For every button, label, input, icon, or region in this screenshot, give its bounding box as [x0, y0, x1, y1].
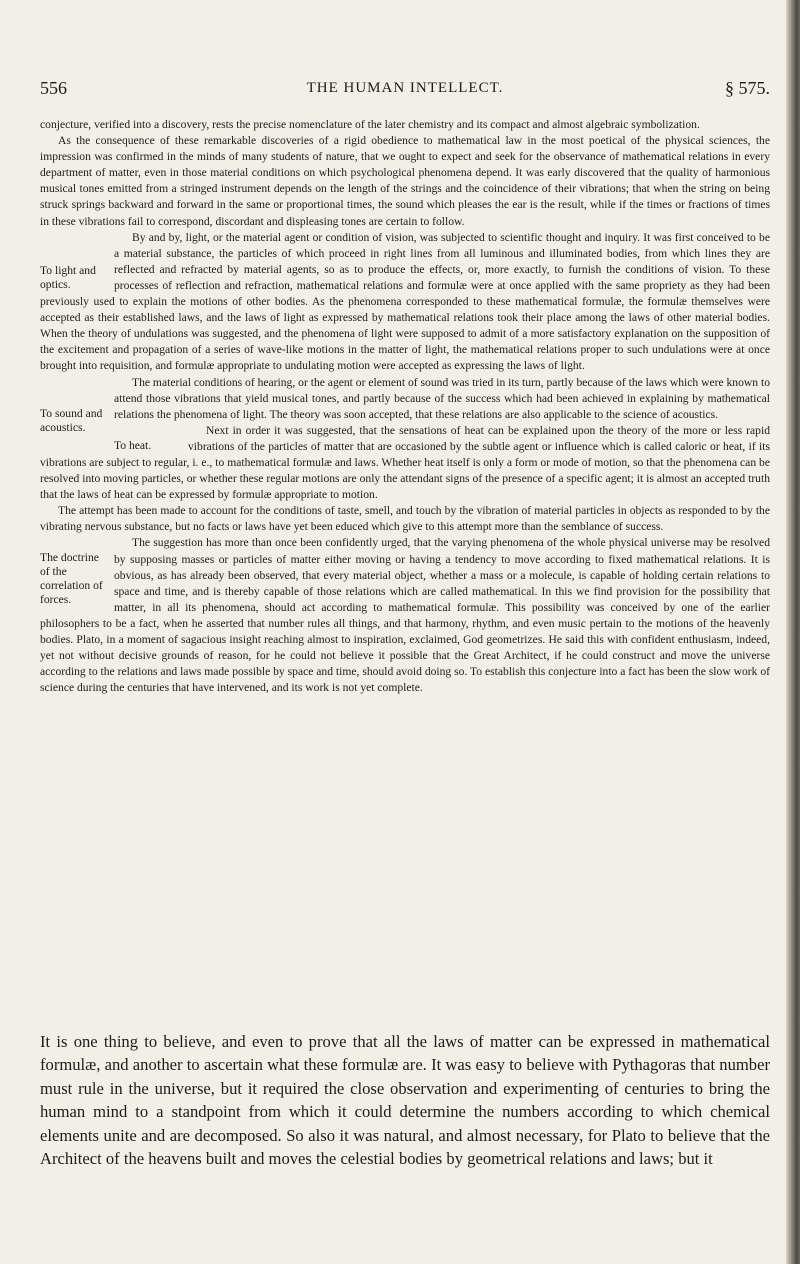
paragraph-conjecture: conjecture, verified into a discovery, rests the precise nomenclature of the later chemistry and its compact and almost algebraic symbolization. — [40, 118, 700, 131]
paragraph-large: It is one thing to believe, and even to prove that all the laws of matter can be expressed in mathematical formulæ, and another to ascertain what these formulæ are. It was easy to believe with Pythagoras that number must rule in the universe, but it required the close observation and experimenting of centuries to bring the human mind to a standpoint from which it could determine the numbers according to which chemical elements unite and are decomposed. So also it was natural, and almost necessary, for Plato to believe that the Architect of the heavens built and moves the celestial bodies by geometrical relations and laws; but it — [40, 1032, 770, 1169]
page-number: 556 — [40, 78, 67, 98]
margin-note-sound: To sound and acoustics. — [40, 406, 103, 434]
paragraph-doctrine: The suggestion has more than once been confidently urged, that the varying phenomena of the whole physical universe may be resolved by supposing masses or particles of matter either moving or having a tendency to move according to fixed mathematical relations. It is obvious, as has already been observed, that every material object, whether a mass or a molecule, is capable of holding certain relations to space and time, and is thereby capable of those relations which are called mathematical. In this we find provision for the possibility that matter, in all its phenomena, should act according to mathematical formulæ. This possibility was conceived by one of the earlier philosophers to be a fact, when he asserted that number rules all things, and that harmony, rhythm, and even music pertain to the motions of the heavenly bodies. Plato, in a moment of sagacious insight reaching almost to inspiration, exclaimed, God geometrizes. He said this with confident enthusiasm, indeed, yet not without decisive grounds of reason, for he could not believe it possible that the Great Architect, if he could construct and move the universe according to the relations and laws made possible by space and time, should avoid doing so. To establish this conjecture into a fact has been the slow work of science during the centuries that have intervened, and its work is not yet complete. — [40, 536, 770, 695]
paragraph-heat: Next in order it was suggested, that the sensations of heat can be explained upon the theory of the more or less rapid vibrations of the particles of matter that are occasioned by the subtle agent or influence which is called caloric or heat, if its vibrations are subject to regular, i. e., to mathematical formulæ and laws. Whether heat itself is only a form or mode of motion, so that the phenomena can be resolved into moving particles, or whether these regular motions are only the attendant signs of the presence of a specific agent; it is almost an accepted truth that the laws of heat can be expressed by formulæ appropriate to motion. — [40, 423, 770, 502]
page-header — [40, 78, 770, 104]
section-number: § 575. — [725, 78, 770, 98]
paragraph-sound-block — [40, 375, 770, 434]
running-title: THE HUMAN INTELLECT. — [306, 80, 504, 96]
margin-note-heat: To heat. — [114, 438, 152, 452]
small-print-block — [40, 117, 770, 696]
paragraph-taste: The attempt has been made to account for the conditions of taste, smell, and touch by the vibration of material particles in objects as responded to by the vibrating nervous substance, but no facts or laws have yet been educed which give to this attempt more than the semblance of success. — [40, 504, 770, 534]
margin-note-light: To light and optics. — [40, 263, 96, 291]
paragraph-musical-tones: As the consequence of these remarkable discoveries of a rigid obedience to mathematical law in the most poetical of the physical sciences, the impression was confirmed in the minds of many students of nature, that we ought to expect and seek for the observance of mathematical relations in every department of matter, even in those material conditions on which psychological phenomena depend. It was early discovered that the quality of harmonious musical tones emitted from a stringed instrument depends on the length of the strings and the coincidence of their vibrations; that when the string on being struck springs backward and forward in the same or proportional times, the sound which pleases the ear is the result, while if the times or fractions of times in these vibrations fail to correspond, discordant and displeasing tones are certain to follow. — [40, 134, 770, 228]
paragraph-light-block — [40, 230, 770, 375]
paragraph-light: By and by, light, or the material agent or condition of vision, was subjected to scientific thought and inquiry. It was first conceived to be a material substance, the particles of which proceed in right lines from all luminous and illuminated bodies, from which lines they are reflected and refracted by material agents, so as to produce the effects, or, more exactly, to furnish the conditions of vision. To these processes of reflection and refraction, mathematical relations and formulæ were at once applied with the same propriety as they had been previously used to explain the motions of other bodies. As the phenomena corresponded to these mathematical formulæ, the formulæ themselves were accepted as their established laws, and the laws of light as expressed by mathematical relations took their place among the laws of other material bodies. When the theory of undulations was suggested, and the phenomena of light were supposed to admit of a more satisfactory explanation on the supposition of the excitement and propagation of a series of wave-like motions in the matter of light, the mathematical relations proper to such undulations were at once brought into requisition, and formulæ appropriate to undulating motion were accepted as expressing the laws of light. — [40, 230, 770, 373]
paragraph-heat-block — [40, 423, 770, 503]
paragraph-doctrine-block — [40, 535, 770, 696]
margin-note-doctrine: The doctrine of the correlation of forces. — [40, 551, 103, 607]
book-binding-edge — [786, 0, 800, 1264]
paragraph-sound: The material conditions of hearing, or the agent or element of sound was tried in its turn, partly because of the laws which were known to attend those vibrations that yield musical tones, and partly because of the success which had been achieved in explaining by mathematical relations the phenomena of light. The theory was soon accepted, that these relations are also applicable to the science of acoustics. — [114, 375, 770, 421]
large-print-block — [40, 1030, 770, 1170]
